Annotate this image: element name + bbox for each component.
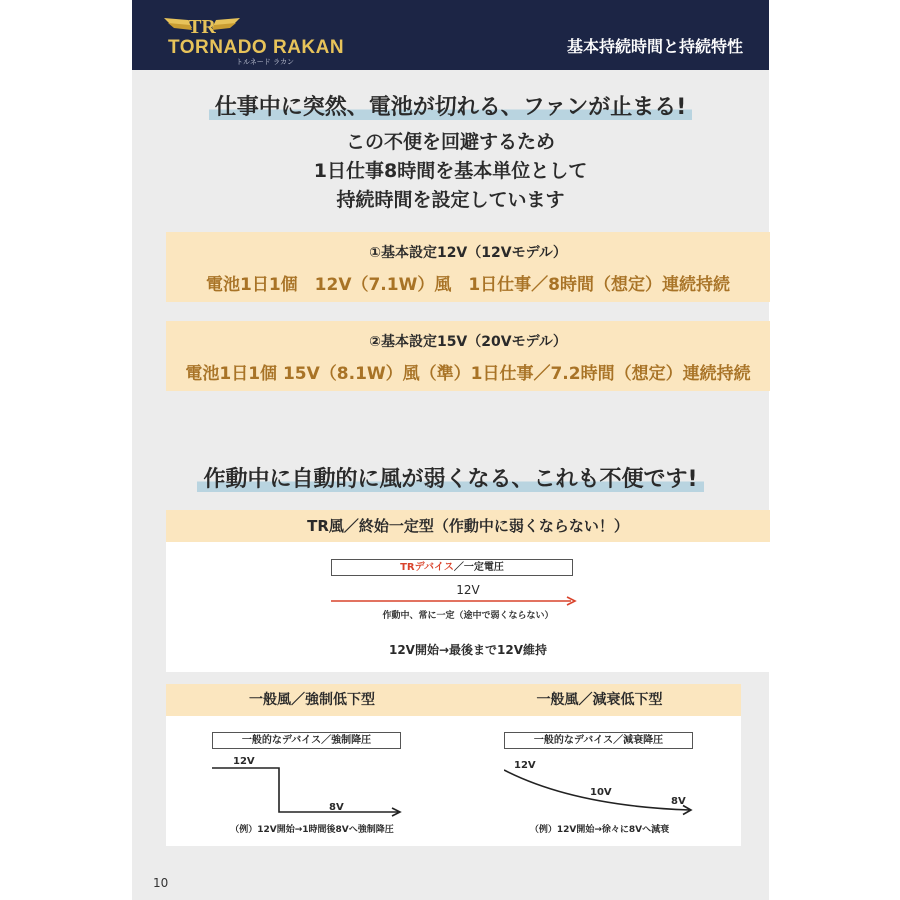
decay-start-voltage: 12V (514, 760, 536, 771)
page-title: 基本持続時間と持続特性 (566, 37, 743, 56)
setting-15v-detail: 電池1日1個 15V（8.1W）風（準）1日仕事／7.2時間（想定）連続持続 (185, 364, 751, 384)
forced-drop-chart (212, 764, 408, 818)
setting-box-15v (166, 321, 770, 391)
logo-text: TORNADO RAKAN (168, 37, 345, 58)
setting-box-12v (166, 232, 770, 302)
lead-line-1: この不便を回避するため (345, 131, 555, 153)
section1-title (132, 90, 769, 121)
logo-subtitle: トルネード ラカン (236, 58, 295, 66)
section2-title (132, 462, 769, 493)
forced-device-tag: 一般的なデバイス／強制降圧 (212, 732, 401, 749)
page-number: 10 (153, 876, 169, 890)
decay-caption: （例）12V開始→徐々に8Vへ減衰 (529, 825, 670, 835)
logo-mark: TR (188, 16, 216, 38)
lead-line-2: 1日仕事8時間を基本単位として (313, 160, 588, 182)
decay-mid-voltage: 10V (590, 787, 612, 798)
tr-constant-arrow (331, 595, 581, 607)
section2-title-text: 作動中に自動的に風が弱くなる、これも不便です! (197, 467, 703, 492)
tr-device-label: TRデバイス (400, 562, 454, 573)
page (132, 0, 769, 900)
tr-summary: 12V開始→最後まで12V維持 (388, 643, 548, 657)
forced-start-voltage: 12V (233, 756, 255, 767)
forced-drop-panel (166, 684, 458, 846)
tr-wind-panel (166, 510, 770, 672)
setting-12v-detail: 電池1日1個 12V（7.1W）風 1日仕事／8時間（想定）連続持続 (206, 275, 730, 295)
tr-voltage-label: 12V (456, 583, 480, 597)
forced-panel-heading: 一般風／強制低下型 (166, 684, 458, 716)
lead-line-3: 持続時間を設定しています (336, 189, 565, 211)
section1-title-text: 仕事中に突然、電池が切れる、ファンが止まる! (209, 95, 693, 120)
section1-lead (132, 128, 769, 215)
forced-end-voltage: 8V (329, 802, 344, 813)
header-bar (132, 0, 769, 70)
decay-end-voltage: 8V (671, 796, 686, 807)
decay-panel-heading: 一般風／減衰低下型 (458, 684, 741, 716)
decay-device-tag: 一般的なデバイス／減衰降圧 (504, 732, 693, 749)
forced-caption: （例）12V開始→1時間後8Vへ強制降圧 (230, 825, 394, 835)
setting-15v-heading: ②基本設定15V（20Vモデル） (369, 334, 567, 350)
tr-device-tag (331, 559, 573, 576)
tr-device-mode: ／一定電圧 (453, 562, 504, 573)
setting-12v-heading: ①基本設定12V（12Vモデル） (369, 245, 567, 261)
tr-panel-heading: TR風／終始一定型（作動中に弱くならない！） (166, 510, 770, 542)
logo-icon (162, 14, 242, 38)
decay-drop-panel (458, 684, 741, 846)
tr-caption: 作動中、常に一定（途中で弱くならない） (382, 611, 554, 621)
